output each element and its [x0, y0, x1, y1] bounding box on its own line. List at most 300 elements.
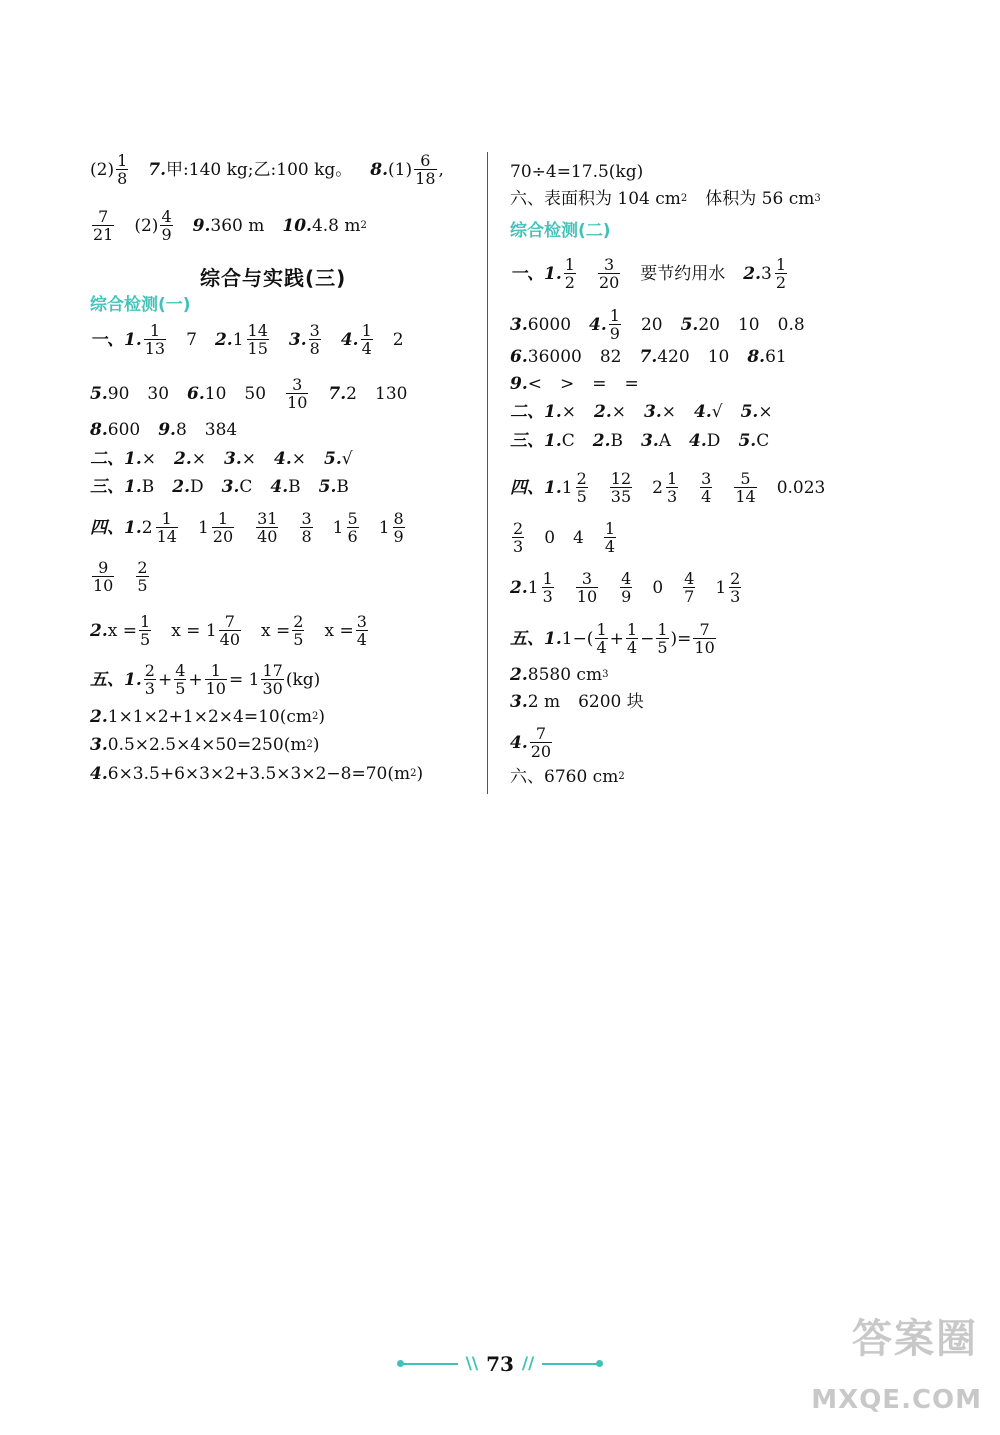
numerator: 2 [513, 519, 524, 538]
item-number: 7. [328, 383, 347, 404]
text: × [141, 449, 156, 469]
item-number: 一、1. [510, 263, 562, 284]
answer-line [90, 152, 444, 187]
numerator: 2 [730, 569, 741, 588]
numerator: 4 [175, 661, 186, 680]
numerator: 6 [420, 151, 431, 170]
denominator: 5 [576, 487, 587, 506]
numerator: 31 [257, 509, 278, 528]
answer-line [510, 430, 769, 452]
fraction [116, 152, 128, 187]
numerator: 2 [293, 612, 304, 631]
item-number: 5. [324, 449, 342, 469]
text: 50 [244, 383, 267, 404]
text: x = [261, 620, 291, 641]
text: 2 [346, 383, 357, 404]
item-number: 4. [90, 764, 108, 784]
answer-line [510, 346, 787, 368]
denominator: 10 [694, 638, 715, 657]
text: = [592, 374, 607, 394]
text: 61 [765, 347, 787, 367]
text: 7 [186, 329, 197, 350]
text: × [241, 449, 256, 469]
section-title: 综合检测(一) [90, 295, 191, 315]
superscript: 2 [618, 771, 625, 782]
text: 0 [544, 527, 556, 548]
fraction [610, 470, 632, 505]
footer-ornament: \\ [465, 1354, 479, 1374]
denominator: 5 [140, 630, 151, 649]
superscript: 3 [602, 669, 609, 680]
text: C [756, 431, 770, 451]
item-number: 2. [172, 477, 190, 497]
text: > [560, 374, 575, 394]
text: − [640, 628, 655, 649]
denominator: 4 [596, 638, 607, 657]
text: 4.8 m [311, 215, 361, 236]
text: B [610, 431, 624, 451]
item-number: 3. [224, 449, 242, 469]
fraction [356, 613, 368, 648]
fraction [595, 621, 607, 656]
text: + [188, 669, 203, 690]
denominator: 20 [530, 742, 552, 761]
whole-number: 1 [197, 517, 209, 538]
item-number: 8. [370, 159, 389, 180]
fraction [700, 470, 712, 505]
item-number: 二、1. [90, 449, 142, 469]
superscript: 2 [360, 219, 367, 231]
denominator: 9 [393, 527, 404, 546]
denominator: 8 [117, 169, 128, 188]
answer-line [90, 376, 407, 411]
text: 6200 块 [578, 692, 644, 712]
fraction [604, 520, 616, 555]
text: x = 1 [171, 620, 217, 641]
denominator: 30 [262, 679, 283, 698]
item-number: 9. [158, 420, 176, 440]
fraction [156, 510, 178, 545]
text: )= [670, 628, 692, 649]
denominator: 3 [513, 537, 524, 556]
item-number: 5. [738, 431, 757, 451]
item-number: 3. [221, 477, 240, 497]
text: 4 [573, 527, 584, 548]
denominator: 2 [775, 273, 787, 292]
text: 600 [107, 420, 141, 440]
item-number: 4. [689, 431, 707, 451]
answer-line [510, 470, 825, 505]
answer-line [90, 706, 325, 728]
denominator: 10 [93, 576, 114, 595]
answer-line [90, 662, 320, 697]
numerator: 1 [149, 321, 161, 340]
denominator: 10 [576, 587, 598, 606]
text: 70÷4=17.5(kg) [510, 162, 644, 182]
fraction [139, 613, 151, 648]
text: × [291, 449, 306, 469]
answer-line [510, 766, 625, 788]
numerator: 1 [564, 255, 575, 274]
fraction [576, 570, 598, 605]
watermark-text: 答案圈 [852, 1316, 978, 1362]
denominator: 10 [287, 393, 308, 412]
numerator: 1 [626, 620, 638, 639]
text: 2 m [527, 692, 561, 712]
item-number: 6. [510, 347, 528, 367]
item-number: 2. [510, 577, 528, 598]
denominator: 8 [301, 527, 312, 546]
text: 8 [175, 420, 187, 440]
fraction [219, 613, 241, 648]
superscript: 2 [680, 193, 688, 204]
answer-line [90, 763, 423, 785]
text: 82 [599, 347, 622, 367]
fraction [144, 662, 156, 697]
numerator: 8 [393, 509, 404, 528]
footer-ornament [542, 1363, 597, 1365]
item-number: 3. [90, 735, 108, 755]
denominator: 9 [621, 587, 632, 606]
fraction [160, 208, 172, 243]
fraction [174, 662, 186, 697]
page-heading: 综合与实践(三) [200, 266, 347, 290]
text: (2) [90, 159, 115, 180]
footer-ornament [403, 1363, 458, 1365]
denominator: 20 [598, 273, 620, 292]
item-number: 8. [90, 420, 108, 440]
item-number: 2. [90, 707, 108, 727]
numerator: 1 [217, 509, 229, 528]
fraction [92, 208, 114, 243]
numerator: 7 [224, 612, 235, 631]
answer-line [510, 520, 618, 555]
text: 420 [657, 347, 690, 367]
answer-line [510, 725, 554, 760]
text: A [658, 431, 672, 451]
answer-line [510, 307, 805, 342]
footer-ornament: // [521, 1354, 535, 1374]
numerator: 14 [247, 321, 268, 340]
text: C [239, 477, 253, 497]
text: D [190, 477, 204, 497]
fraction [300, 510, 312, 545]
denominator: 9 [609, 324, 620, 343]
text: 36000 [527, 347, 582, 367]
denominator: 3 [730, 587, 741, 606]
item-number: 7. [639, 347, 658, 367]
denominator: 4 [626, 638, 638, 657]
denominator: 21 [93, 225, 114, 244]
item-number: 2. [592, 431, 611, 451]
numerator: 4 [161, 207, 172, 226]
superscript: 2 [306, 739, 313, 750]
answer-line [510, 188, 821, 210]
text: x = [324, 620, 354, 641]
fraction [598, 256, 620, 291]
text: ) [416, 764, 424, 784]
numerator: 2 [144, 661, 155, 680]
denominator: 3 [666, 487, 678, 506]
item-number: 9. [510, 374, 528, 394]
denominator: 4 [604, 537, 616, 556]
numerator: 5 [347, 509, 358, 528]
denominator: 35 [610, 487, 632, 506]
item-number: 3. [510, 692, 528, 712]
item-number: 4. [340, 329, 359, 350]
numerator: 3 [581, 569, 593, 588]
text: √ [341, 449, 353, 469]
numerator: 1 [542, 569, 553, 588]
page-number: 73 [486, 1352, 514, 1376]
text: 甲:140 kg;乙:100 kg。 [166, 159, 353, 180]
whole-number: 1 [378, 517, 390, 538]
text: < [527, 374, 542, 394]
numerator: 1 [117, 151, 128, 170]
denominator: 40 [257, 527, 278, 546]
answer-line [510, 401, 773, 423]
numerator: 3 [309, 321, 320, 340]
numerator: 9 [98, 558, 109, 577]
answer-line [90, 559, 151, 594]
text: ) [312, 735, 320, 755]
fraction [136, 559, 148, 594]
section-title: 综合检测(二) [510, 221, 611, 241]
item-number: 2. [174, 449, 192, 469]
item-number: 四、1. [510, 477, 562, 498]
text: C [561, 431, 575, 451]
item-number: 4. [270, 477, 289, 497]
numerator: 12 [610, 469, 632, 488]
numerator: 3 [701, 469, 712, 488]
text: ) [318, 707, 326, 727]
text: (1) [388, 159, 413, 180]
denominator: 5 [137, 576, 148, 595]
text: √ [711, 402, 723, 422]
whole-number: 2 [652, 477, 663, 498]
denominator: 14 [156, 527, 177, 546]
item-number: 4. [274, 449, 292, 469]
fraction [261, 662, 283, 697]
item-number: 三、1. [90, 477, 142, 497]
numerator: 4 [621, 569, 632, 588]
denominator: 4 [356, 630, 367, 649]
item-number: 5. [680, 314, 699, 335]
numerator: 3 [301, 509, 312, 528]
item-number: 4. [589, 314, 607, 335]
denominator: 10 [205, 679, 226, 698]
answer-line [510, 373, 639, 395]
fraction [292, 613, 304, 648]
text: 6000 [527, 314, 572, 335]
numerator: 7 [535, 724, 547, 743]
item-number: 4. [510, 732, 528, 753]
item-number: 10. [282, 215, 312, 236]
whole-number: 1 [527, 577, 539, 598]
item-number: 2. [594, 402, 612, 422]
text: , [438, 159, 444, 180]
item-number: 3. [641, 431, 659, 451]
numerator: 1 [140, 612, 151, 631]
column-divider [487, 152, 488, 794]
item-number: 五、1. [510, 628, 562, 649]
superscript: 2 [410, 768, 417, 779]
denominator: 6 [347, 527, 358, 546]
item-number: 8. [747, 347, 766, 367]
numerator: 4 [684, 569, 695, 588]
denominator: 3 [542, 587, 553, 606]
text: 1×1×2+1×2×4=10(cm [107, 707, 313, 727]
text: B [141, 477, 155, 497]
text: × [611, 402, 626, 422]
fraction [620, 570, 632, 605]
item-number: 2. [214, 329, 233, 350]
item-number: 2. [743, 263, 762, 284]
answer-line [90, 510, 407, 545]
text: 130 [375, 383, 408, 404]
fraction [247, 322, 269, 357]
numerator: 1 [666, 469, 678, 488]
answer-line [90, 448, 353, 470]
numerator: 5 [740, 469, 751, 488]
fraction [542, 570, 554, 605]
text: 体积为 56 cm [705, 189, 815, 209]
item-number: 6. [187, 383, 205, 404]
denominator: 40 [219, 630, 241, 649]
numerator: 1 [161, 509, 172, 528]
numerator: 1 [210, 661, 221, 680]
text: (kg) [285, 669, 321, 690]
text: 360 m [210, 215, 265, 236]
text: 0 [652, 577, 664, 598]
denominator: 7 [684, 587, 695, 606]
fraction [683, 570, 695, 605]
fraction [530, 725, 552, 760]
fraction [734, 470, 756, 505]
numerator: 1 [657, 620, 668, 639]
whole-number: 1 [561, 477, 573, 498]
item-number: 3. [644, 402, 662, 422]
answer-line [90, 476, 349, 498]
fraction [576, 470, 588, 505]
denominator: 5 [657, 638, 668, 657]
item-number: 2. [90, 620, 108, 641]
denominator: 4 [361, 339, 372, 358]
text: 要节约用水 [640, 263, 726, 284]
answer-line [510, 161, 643, 183]
answer-line [510, 691, 644, 713]
denominator: 13 [144, 339, 166, 358]
fraction [564, 256, 576, 291]
answer-line [90, 322, 404, 357]
fraction [256, 510, 278, 545]
denominator: 3 [144, 679, 155, 698]
text: 20 [640, 314, 663, 335]
numerator: 1 [604, 519, 616, 538]
item-number: 4. [694, 402, 712, 422]
text: 六、6760 cm [510, 767, 619, 787]
numerator: 1 [361, 321, 372, 340]
text: 90 [107, 383, 130, 404]
text: x = [107, 620, 137, 641]
fraction [775, 256, 787, 291]
whole-number: 1 [332, 517, 344, 538]
text: 1−( [561, 628, 594, 649]
denominator: 8 [309, 339, 320, 358]
text: D [706, 431, 721, 451]
item-number: 7. [148, 159, 167, 180]
denominator: 4 [701, 487, 712, 506]
fraction [609, 307, 621, 342]
answer-line [510, 570, 743, 605]
numerator: 3 [356, 612, 367, 631]
fraction [656, 621, 668, 656]
text: × [191, 449, 206, 469]
text: × [561, 402, 576, 422]
denominator: 20 [212, 527, 234, 546]
text: 10 [737, 314, 760, 335]
denominator: 5 [293, 630, 304, 649]
text: 六、表面积为 104 cm [510, 189, 681, 209]
fraction [309, 322, 321, 357]
fraction [729, 570, 741, 605]
item-number: 5. [90, 383, 108, 404]
numerator: 7 [699, 620, 710, 639]
whole-number: 2 [141, 517, 153, 538]
item-number: 三、1. [510, 431, 562, 451]
text: × [661, 402, 676, 422]
answer-line [510, 621, 718, 656]
numerator: 1 [775, 255, 787, 274]
text: 0.8 [777, 314, 805, 335]
fraction [414, 152, 436, 187]
answer-line [510, 256, 789, 291]
numerator: 7 [98, 207, 109, 226]
answer-line [90, 613, 370, 648]
item-number: 5. [318, 477, 337, 497]
text: 10 [707, 347, 730, 367]
whole-number: 1 [715, 577, 727, 598]
fraction [92, 559, 114, 594]
item-number: 9. [192, 215, 211, 236]
text: 8580 cm [527, 665, 603, 685]
text: 6×3.5+6×3×2+3.5×3×2−8=70(m [107, 764, 411, 784]
denominator: 15 [247, 339, 268, 358]
text: 2 [392, 329, 404, 350]
text: + [609, 628, 624, 649]
fraction [512, 520, 524, 555]
answer-line [90, 208, 367, 243]
fraction [212, 510, 234, 545]
numerator: 3 [604, 255, 615, 274]
item-number: 5. [740, 402, 759, 422]
fraction [393, 510, 405, 545]
fraction [286, 376, 308, 411]
denominator: 5 [175, 679, 186, 698]
item-number: 五、1. [90, 669, 142, 690]
denominator: 18 [415, 169, 436, 188]
fraction [693, 621, 715, 656]
numerator: 17 [262, 661, 283, 680]
item-number: 3. [288, 329, 307, 350]
fraction [361, 322, 373, 357]
text: 384 [204, 420, 238, 440]
fraction [144, 322, 166, 357]
numerator: 2 [576, 469, 587, 488]
watermark-logo [807, 1307, 982, 1417]
text: 0.5×2.5×4×50=250(m [107, 735, 307, 755]
numerator: 1 [596, 620, 607, 639]
